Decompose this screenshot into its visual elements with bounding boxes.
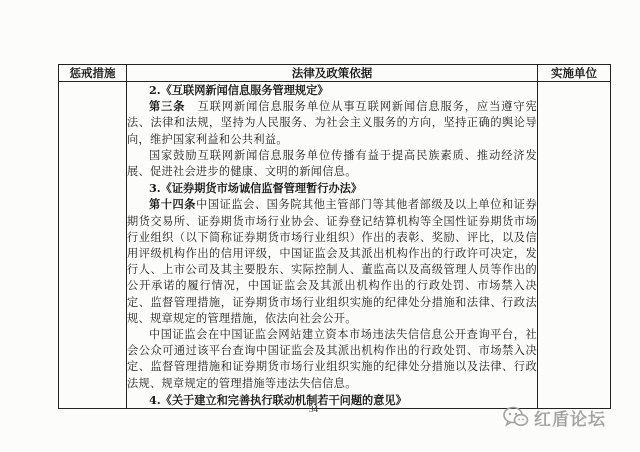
header-basis: 法律及政策依据 — [127, 65, 538, 82]
watermark-text: 红盾论坛 — [534, 409, 606, 430]
header-unit: 实施单位 — [538, 65, 611, 82]
item3-title: 3.《证券期货市场诚信监督管理暂行办法》 — [149, 181, 363, 196]
item2-article-text: 互联网新闻信息服务单位从事互联网新闻信息服务，应当遵守宪法、法律和法规，坚持为人民服务、为社会主义服务的方向，坚持正确的舆论导向，维护国家利益和公共利益。 — [127, 100, 537, 146]
page-number: 34 — [309, 404, 318, 414]
table-header-row — [59, 65, 611, 82]
item2-article — [127, 98, 537, 148]
item2-article-label: 第三条 — [149, 99, 186, 114]
watermark — [503, 404, 606, 430]
unit-cell — [538, 82, 611, 409]
item2-title: 2.《互联网新闻信息服务管理规定》 — [149, 83, 329, 97]
item3-article — [127, 196, 537, 327]
wechat-icon — [503, 406, 529, 428]
table-body-row — [59, 82, 611, 409]
item3-article-text: 中国证监会、国务院其他主管部门等其他者部级及以上单位和证券期货交易所、证券期货市场行业协会、证券登记结算机构等全国性证券期货市场行业组织（以下简称证券期货市场行业组织）作出的表彰、奖励、评比，以及信用评级机构作出的信用评级，中国证监会及其派出机构作出的行政许可决定，发行人、上市公司及其主要股东、实际控制人、董监高以及高级管理人员等作出的公开承诺的履行情况，中国证监会及其派出机构作出的行政处罚、市场禁入决定、监督管理措施，证券期货市场行业组织实施的纪律处分措施和法律、行政法规、规章规定的管理措施，依法向社会公开。 — [127, 198, 538, 325]
item4-title: 4.《关于建立和完善执行联动机制若干问题的意见》 — [149, 392, 407, 407]
policy-table — [58, 64, 611, 409]
item3-para2: 中国证监会在中国证监会网站建立资本市场违法失信信息公开查询平台，社会公众可通过该平台查询中国证监会及其派出机构作出的行政处罚、市场禁入决定、监督管理措施和证券期货市场行业组织实施的纪律处分措施以及法律、行政法规、规章规定的管理措施等违法失信信息。 — [127, 328, 537, 390]
header-measures: 惩戒措施 — [59, 65, 127, 82]
measures-cell — [59, 82, 127, 409]
basis-cell — [127, 82, 538, 409]
item2-para2: 国家鼓励互联网新闻信息服务单位传播有益于提高民族素质、推动经济发展、促进社会进步的健康、文明的新闻信息。 — [127, 148, 537, 179]
item3-article-label: 第十四条 — [149, 197, 197, 212]
